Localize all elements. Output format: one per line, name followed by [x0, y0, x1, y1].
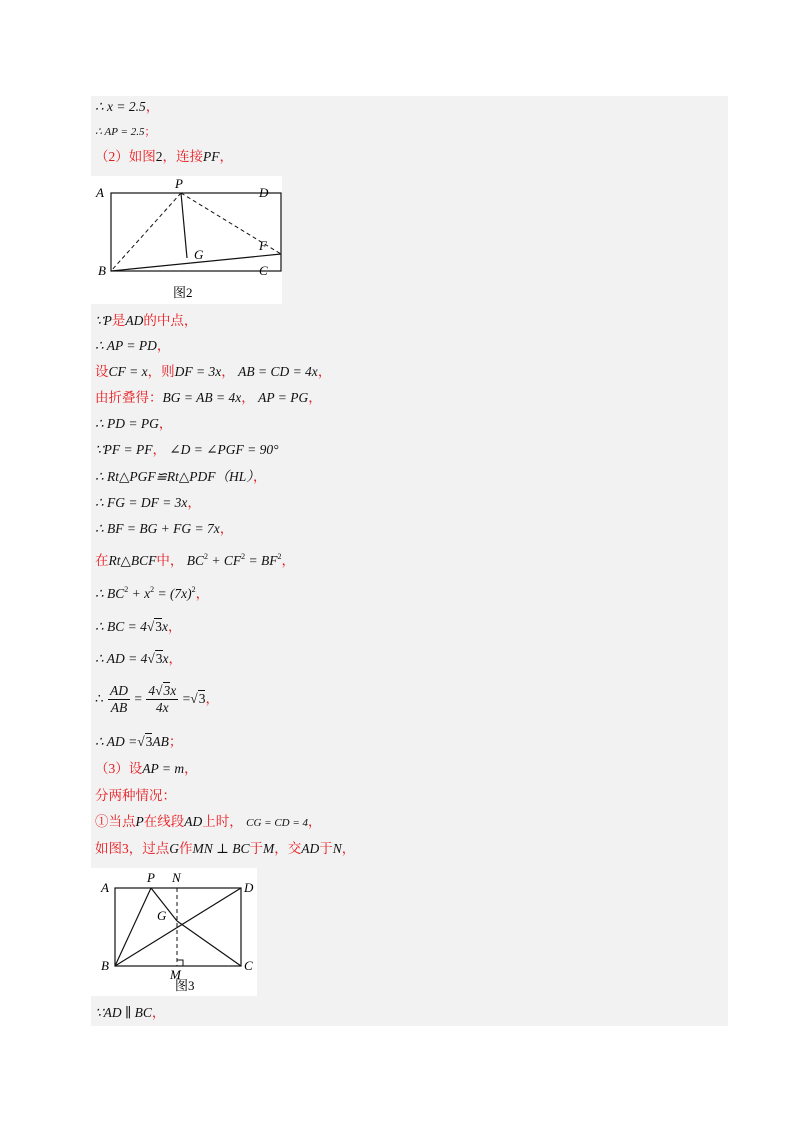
fraction-ad-ab: $\frac{AD}{AB}$: [109, 683, 128, 716]
label-C: C: [259, 263, 268, 278]
figure-3: [91, 868, 257, 996]
line-2: ∴ AP = 2.5；: [95, 126, 156, 138]
figure-3-caption: 图3: [175, 978, 195, 993]
line-21: ①当点P在线段AD上时， CG = CD = 4，: [95, 814, 322, 829]
line-9: ∵PF = PF， ∠D = ∠PGF = 90°: [95, 442, 279, 457]
line-22: 如图3，过点G作MN ⊥ BC于M，交AD于N，: [95, 841, 356, 856]
label-A: A: [96, 185, 104, 200]
line-23: ∵AD ∥ BC，: [95, 1005, 166, 1020]
label-G: G: [194, 247, 204, 262]
line-3: （2）如图2，连接PF，: [95, 149, 233, 164]
line-16: ∴ AD = 4√3x，: [95, 651, 182, 666]
figure-3-diagram: [91, 868, 257, 996]
line-7: 由折叠得：BG = AB = 4x， AP = PG，: [95, 390, 322, 405]
figure-2-diagram: [91, 176, 282, 304]
label-D: D: [259, 185, 269, 200]
line-8: ∴ PD = PG，: [95, 416, 173, 431]
label-P: P: [175, 176, 183, 191]
figure-2-caption: 图2: [173, 285, 193, 300]
document-content: [91, 96, 728, 1026]
label-A: A: [101, 880, 109, 895]
label-G: G: [157, 908, 167, 923]
line-11: ∴ FG = DF = 3x，: [95, 495, 201, 510]
figure-2: [91, 176, 282, 304]
line-12: ∴ BF = BG + FG = 7x，: [95, 521, 234, 536]
line-18: ∴ AD =√3AB；: [95, 734, 183, 749]
line-10: ∴ Rt△PGF≌Rt△PDF（HL），: [95, 469, 267, 484]
line-4: ∵P是AD的中点，: [95, 313, 198, 328]
label-B: B: [101, 958, 109, 973]
label-N: N: [172, 870, 181, 885]
label-P: P: [147, 870, 155, 885]
line-6: 设CF = x，则DF = 3x， AB = CD = 4x，: [95, 364, 332, 379]
label-D: D: [244, 880, 254, 895]
line-17: ∴ $\frac{AD}{AB}$ = $\frac{4√3x}{4x}$ =√3，: [95, 683, 219, 716]
line-5: ∴ AP = PD，: [95, 338, 171, 353]
fraction-4root3x-4x: $\frac{4√3x}{4x}$: [148, 683, 177, 716]
line-14: ∴ $BC^2 + x^2 = (7x)^2$，: [95, 585, 210, 601]
label-F: F: [259, 238, 267, 253]
line-20: 分两种情况：: [95, 788, 176, 803]
line-1: ∴ x = 2.5，: [95, 99, 160, 114]
line-13: 在Rt△BCF中， $BC^2 + CF^2 = BF^2$，: [95, 552, 296, 568]
label-C: C: [244, 958, 253, 973]
label-M: M: [170, 967, 181, 982]
line-15: ∴ BC = 4√3x，: [95, 619, 182, 634]
line-19: （3）设AP = m，: [95, 761, 198, 776]
label-B: B: [98, 263, 106, 278]
